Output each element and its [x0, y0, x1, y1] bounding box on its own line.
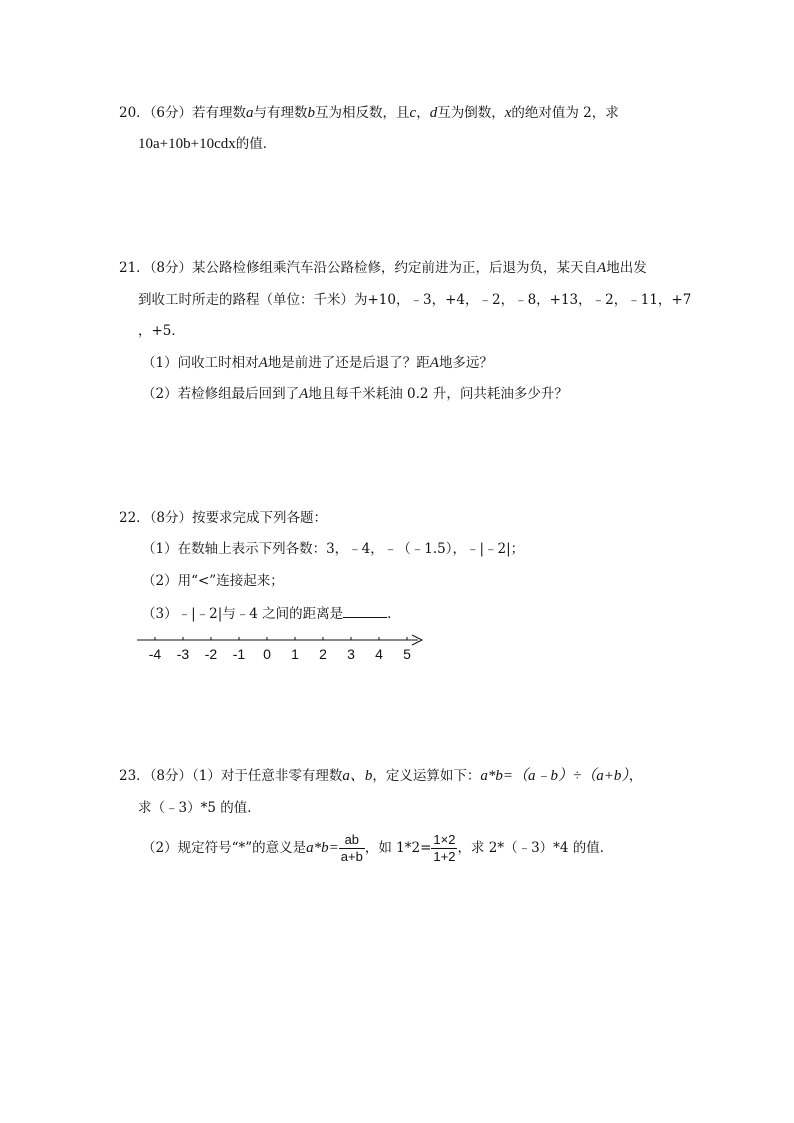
q21-text: 地是前进了还是后退了？距: [267, 355, 430, 371]
q22-text: （3）﹣|﹣2|与﹣4 之间的距离是: [142, 606, 344, 622]
q23-vars: a、b: [342, 768, 373, 784]
number-line-label: 4: [375, 646, 383, 662]
q23-line-1: [119, 766, 642, 786]
var-d: d: [429, 105, 438, 121]
number-line: [134, 628, 434, 664]
q22-text: ．: [387, 606, 401, 622]
number-line-label: 3: [347, 646, 355, 662]
q23-part-2: [142, 832, 613, 865]
q22-part-1: （1）在数轴上表示下列各数：3，﹣4，﹣（﹣1.5），﹣|﹣2|；: [142, 541, 525, 557]
q21-score: （8分）: [149, 260, 193, 276]
q23-lhs: a*b=: [306, 840, 339, 856]
q21-line-2: 到收工时所走的路程（单位：千米）为+10，﹣3，+4，﹣2，﹣8，+13，﹣2，﹣11，+7: [138, 292, 692, 308]
point-A: A: [299, 386, 309, 402]
number-line-label: -1: [232, 646, 246, 662]
var-b: b: [307, 105, 316, 121]
q20-number: 20．: [119, 105, 150, 121]
q20-text: 与有理数: [253, 105, 308, 121]
number-line-label: 0: [263, 646, 271, 662]
fraction-example: [431, 832, 457, 865]
var-a: a: [246, 105, 254, 121]
q23-text: ，定义运算如下：: [372, 768, 481, 784]
q20-score: （6分）: [149, 105, 193, 121]
q21-number: 21．: [119, 260, 150, 276]
fraction-ab-over-a-plus-b: [339, 832, 365, 865]
q20-line-2: [138, 134, 276, 154]
q22-text: 按要求完成下列各题：: [192, 510, 328, 526]
q22-line-1: [119, 508, 327, 528]
q22-part-2: （2）用“<”连接起来；: [142, 573, 284, 589]
q23-line-2: 求（﹣3）*5 的值．: [138, 800, 261, 816]
fraction-denominator: 1+2: [433, 849, 456, 864]
q23-text: ，求 2*（﹣3）*4 的值．: [457, 840, 614, 856]
number-line-label: 2: [319, 646, 327, 662]
var-c: c: [409, 105, 417, 121]
q21-part-1: [142, 353, 493, 373]
q22-part-3: [142, 603, 401, 624]
q22-number: 22．: [119, 510, 150, 526]
point-A: A: [597, 260, 607, 276]
q20-expression: 10a+10b+10cdx: [138, 136, 236, 152]
fraction-numerator: 1×2: [433, 832, 456, 847]
number-line-label: 1: [291, 646, 299, 662]
q23-score: （8分）: [149, 768, 193, 784]
q23-text: ，: [628, 768, 643, 784]
number-line-label: -2: [204, 646, 218, 662]
number-line-label: -3: [176, 646, 190, 662]
q20-text: ，: [416, 105, 430, 121]
q20-line-1: [119, 103, 619, 123]
q21-text: 地多远？: [438, 355, 493, 371]
q23-definition: a*b=（a﹣b）÷（a+b）: [480, 768, 629, 784]
fraction-denominator: a+b: [340, 849, 363, 864]
point-A: A: [258, 355, 268, 371]
q20-text: 互为相反数，且: [315, 105, 410, 121]
q21-text: （1）问收工时相对: [142, 355, 259, 371]
q23-text: （2）规定符号“*”的意义是: [142, 840, 307, 856]
q23-text: （1）对于任意非零有理数: [192, 768, 343, 784]
q20-text: 的绝对值为 2，求: [511, 105, 619, 121]
fraction-numerator: ab: [339, 832, 365, 849]
q21-line-3: ，+5．: [138, 323, 185, 339]
q23-number: 23．: [119, 768, 150, 784]
answer-blank: [343, 603, 387, 618]
q22-score: （8分）: [149, 510, 193, 526]
q21-text: 地且每千米耗油 0.2 升，问共耗油多少升？: [308, 386, 568, 402]
q20-text: 的值．: [235, 136, 277, 152]
q21-text: （2）若检修组最后回到了: [142, 386, 300, 402]
q23-text: ，如 1*2=: [364, 840, 432, 856]
q21-text: 某公路检修组乘汽车沿公路检修，约定前进为正，后退为负，某天自: [192, 260, 598, 276]
q21-part-2: [142, 384, 568, 404]
var-x: x: [504, 105, 512, 121]
number-line-label: 5: [403, 646, 411, 662]
q20-text: 若有理数: [192, 105, 247, 121]
q20-text: 互为倒数，: [437, 105, 505, 121]
point-A: A: [429, 355, 439, 371]
q21-line-1: [119, 258, 647, 278]
number-line-label: -4: [148, 646, 162, 662]
q21-text: 地出发: [606, 260, 647, 276]
